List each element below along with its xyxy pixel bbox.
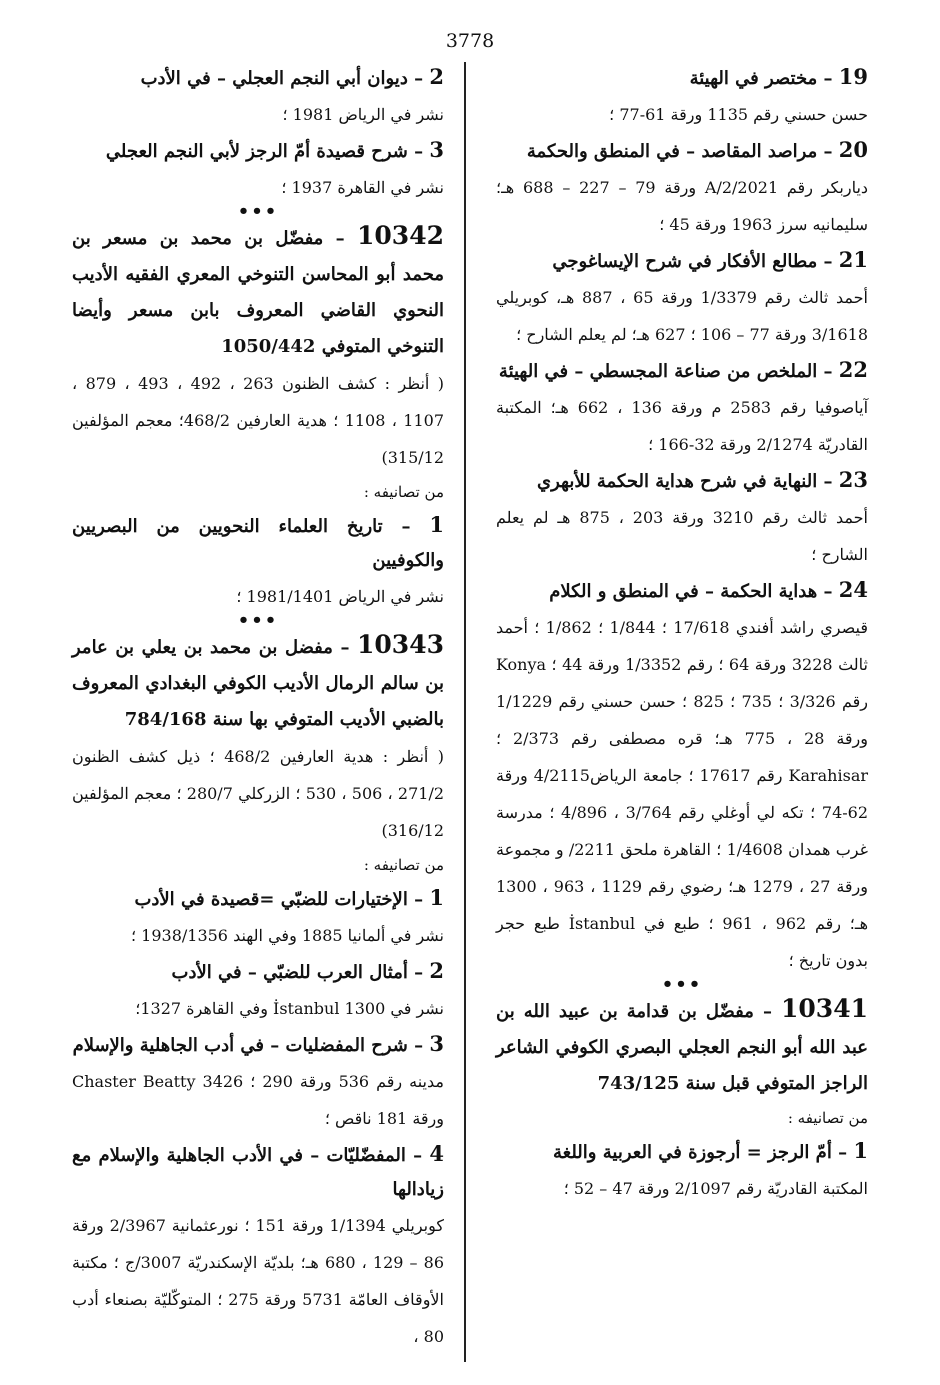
column-divider [464,62,466,1362]
entry-text: – مفضّل بن قدامة بن عبيد الله بن عبد الله أبو النجم العجلي البصري الكوفي الشاعر الراجز المتوفي قبل سنة 743/125 [496,1001,868,1094]
entry-number: 1 [429,512,444,537]
entry-text: – أمثال العرب للضبّي – في الأدب [171,962,430,983]
author-entry [72,627,444,738]
work-title [496,353,868,389]
work-title [496,463,868,499]
work-title [496,60,868,96]
works-heading: من تصانيفه : [363,483,444,501]
work-title [496,243,868,279]
entry-text: – الإختيارات للضبّي =قصيدة في الأدب [134,889,430,910]
entry-text: – تاريخ العلماء النحويين من البصريين والكوفيين [72,516,444,571]
entry-text: – أمّ الرجز = أرجوزة في العربية واللغة [553,1142,854,1163]
manuscript-details: نشر في القاهرة 1937 ؛ [281,178,444,197]
entry-text: – ديوان أبي النجم العجلي – في الأدب [140,68,430,89]
work-title [72,881,444,917]
manuscript-details: المكتبة القادريّة رقم 2/1097 ورقة 47 – 52 ؛ [563,1179,868,1198]
work-title [72,1027,444,1063]
work-title [72,133,444,169]
entry-text: – هداية الحكمة – في المنطق و الكلام [549,581,839,602]
manuscript-details: كوبريلي 1/1394 ورقة 151 ؛ نورعثمانية 2/3967 ورقة 86 – 129 ، 680 هـ؛ بلديّة الإسكندريّة 3007/ج ؛ مكتبة الأوقاف العامّة 5731 ورقة 275 ؛ المتوكّليّة بصنعاء أدب 80 ، [72,1216,444,1346]
entry-text: – مراصد المقاصد – في المنطق والحكمة [526,141,839,162]
page-number: 3778 [445,30,495,52]
entry-number: 4 [429,1141,444,1166]
entry-number: 21 [838,247,868,272]
left-column [72,60,444,1355]
work-title [72,508,444,578]
work-title [496,133,868,169]
entry-number: 23 [838,467,868,492]
entry-number: 3 [429,1031,444,1056]
works-heading: من تصانيفه : [363,856,444,874]
works-heading: من تصانيفه : [787,1109,868,1127]
entry-number: 1 [429,885,444,910]
manuscript-details: نشر في الرياض 1981 ؛ [282,105,444,124]
entry-text: – شرح المفضليات – في أدب الجاهلية والإسلام [72,1035,430,1056]
work-title [72,60,444,96]
section-separator: ••• [237,201,279,222]
right-column [496,60,868,1207]
entry-text: – مطالع الأفكار في شرح الإيساغوجي [552,251,839,272]
entry-number: 22 [838,357,868,382]
entry-text: – مختصر في الهيئة [689,68,839,89]
manuscript-details: ( أنظر : هدية العارفين 468/2 ؛ ذيل كشف الظنون 271/2 ، 506 ، 530 ؛ الزركلي 280/7 ؛ معجم المؤلفين 316/12) [72,747,445,840]
manuscript-details: قيصري راشد أفندي 17/618 ؛ 1/844 ؛ 1/862 ؛ أحمد ثالث 3228 ورقة 64 ؛ رقم 1/3352 ورقة 44 ؛ Konya رقم 3/326 ؛ 735 ؛ 825 ؛ حسن حسني رقم 1/1229 ورقة 28 ، 775 هـ؛ قره مصطفى رقم 2/373 ؛ Karahisar رقم 17617 ؛ جامعة الرياض4/2115 ورقة 62-74 ؛ تكه لي أوغلي رقم 3/764 ، 4/896 ؛ مدرسة غرب همدان 1/4608 ؛ القاهرة ملحق 2211/ و مجموعة ورقة 27 ، 1279 هـ؛ رضوي رقم 1129 ، 963 ، 1300 هـ؛ رقم 962 ، 961 ؛ طبع في İstanbul طبع حجر بدون تاريخ ؛ [496,618,869,970]
manuscript-details: أحمد ثالث رقم 1/3379 ورقة 65 ، 887 هـ، كوبريلي 3/1618 ورقة 77 – 106 ؛ 627 هـ؛ لم يعلم الشارح ؛ [496,288,868,344]
author-entry [72,218,444,365]
manuscript-details: ( أنظر : كشف الظنون 263 ، 492 ، 493 ، 879 ، 1107 ، 1108 ؛ هدية العارفين 468/2؛ معجم المؤلفين 315/12) [72,374,445,467]
entry-text: – مفضل بن محمد بن يعلي بن عامر بن سالم الرمال الأديب الكوفي البغدادي المعروف بالضبي الأديب المتوفي بها سنة 784/168 [72,637,444,730]
manuscript-details: آياصوفيا رقم 2583 م ورقة 136 ، 662 هـ؛ المكتبة القادريّة 2/1274 ورقة 32-166 ؛ [496,398,869,454]
manuscript-details: نشر في İstanbul 1300 وفي القاهرة 1327؛ [135,999,444,1018]
entry-number: 19 [838,64,868,89]
entry-text: – شرح قصيدة أمّ الرجز لأبي النجم العجلي [105,141,430,162]
section-separator: ••• [661,974,703,995]
work-title [72,1137,444,1207]
manuscript-details: نشر في الرياض 1981/1401 ؛ [236,587,444,606]
entry-number: 1 [853,1138,868,1163]
entry-number: 10341 [781,994,868,1023]
work-title [72,954,444,990]
entry-number: 2 [429,958,444,983]
entry-number: 10342 [357,221,444,250]
entry-number: 10343 [357,630,444,659]
manuscript-details: نشر في ألمانيا 1885 وفي الهند 1938/1356 ؛ [130,926,444,945]
manuscript-details: مدينه رقم 536 ورقة 290 ؛ Chaster Beatty 3426 ورقة 181 ناقص ؛ [72,1072,444,1128]
work-title [496,573,868,609]
entry-text: – الملخص من صناعة المجسطي – في الهيئة [498,361,839,382]
manuscript-details: أحمد ثالث رقم 3210 ورقة 203 ، 875 هـ لم يعلم الشارح ؛ [496,508,868,564]
entry-text: – مفضّل بن محمد بن مسعر بن محمد أبو المحاسن التنوخي المعري الفقيه الأديب النحوي القاضي المعروف بابن مسعر وأيضا التنوخي المتوفي 1050/442 [72,228,444,357]
entry-number: 20 [838,137,868,162]
work-title [496,1134,868,1170]
entry-text: – النهاية في شرح هداية الحكمة للأبهري [537,471,839,492]
manuscript-details: دياربكر رقم 2/2021/A ورقة 79 – 227 – 688 هـ؛ سليمانيه سرز 1963 ورقة 45 ؛ [496,178,869,234]
entry-number: 2 [429,64,444,89]
manuscript-details: حسن حسني رقم 1135 ورقة 61-77 ؛ [609,105,868,124]
section-separator: ••• [237,610,279,631]
entry-text: – المفضّليّات – في الأدب الجاهلية والإسلام مع زيادالها [72,1145,444,1200]
author-entry [496,991,868,1102]
entry-number: 24 [838,577,868,602]
entry-number: 3 [429,137,444,162]
